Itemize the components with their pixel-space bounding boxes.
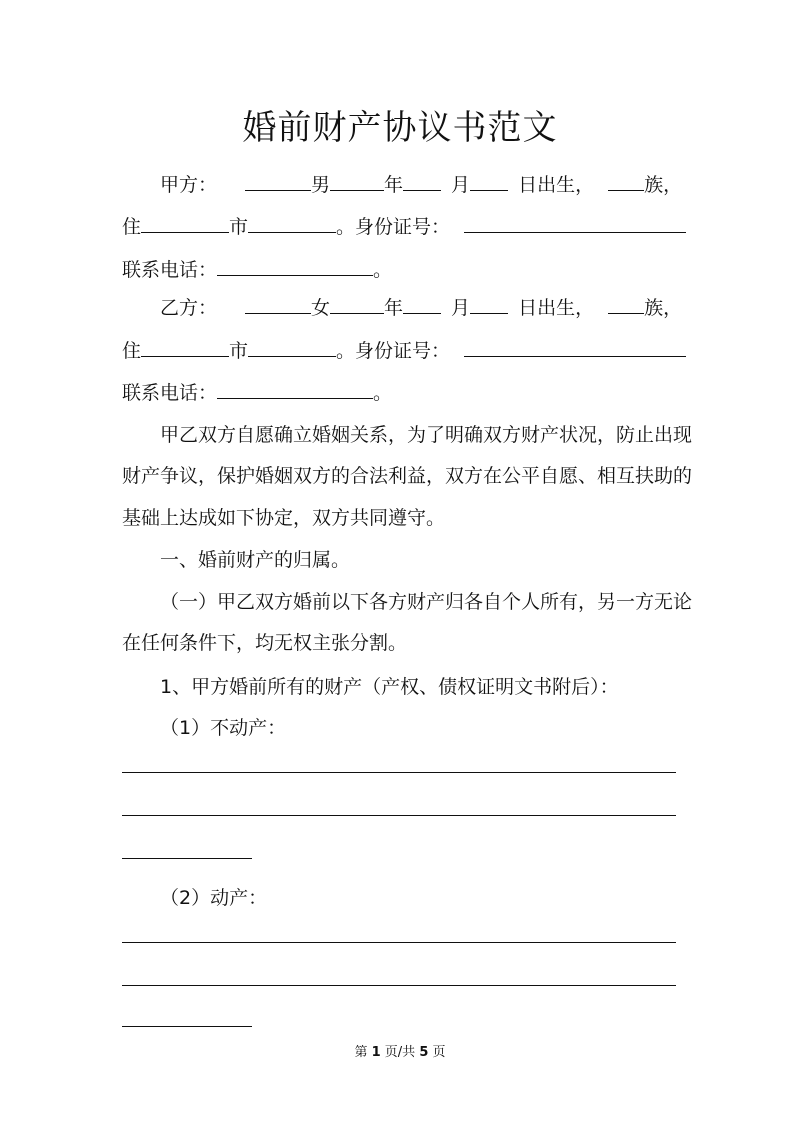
party-b-phone-blank bbox=[217, 378, 373, 399]
party-b-phone-label: 联系电话： bbox=[122, 382, 218, 404]
footer-total-pages: 5 bbox=[419, 1045, 429, 1060]
party-a-id-blank bbox=[464, 212, 686, 233]
party-a-gender: 男 bbox=[311, 174, 331, 196]
party-a-city-label: 市 bbox=[229, 216, 249, 238]
party-a-month-blank bbox=[403, 170, 441, 191]
party-a-day-blank bbox=[470, 170, 508, 191]
movable-fill-line bbox=[122, 985, 676, 986]
party-b-birth-label: 日出生， bbox=[518, 297, 595, 319]
party-b-birth-line bbox=[160, 293, 682, 321]
party-b-address-blank bbox=[141, 336, 229, 357]
party-b-year-blank bbox=[330, 293, 384, 314]
party-b-city-blank bbox=[248, 336, 336, 357]
party-b-address-line bbox=[122, 336, 686, 364]
party-a-month-label: 月 bbox=[451, 174, 471, 196]
real-estate-fill-line bbox=[122, 772, 676, 773]
party-a-name-blank bbox=[245, 170, 311, 191]
party-b-phone-end: 。 bbox=[373, 382, 393, 404]
party-a-label: 甲方： bbox=[160, 174, 218, 196]
preamble-line: 财产争议，保护婚姻双方的合法利益，双方在公平自愿、相互扶助的 bbox=[122, 465, 693, 487]
party-a-phone-label: 联系电话： bbox=[122, 259, 218, 281]
preamble-line: 基础上达成如下协定，双方共同遵守。 bbox=[122, 507, 446, 529]
party-b-month-label: 月 bbox=[451, 297, 471, 319]
party-a-phone-end: 。 bbox=[373, 259, 393, 281]
footer-prefix: 第 bbox=[354, 1045, 368, 1060]
real-estate-fill-line bbox=[122, 815, 676, 816]
clause-line: （一）甲乙双方婚前以下各方财产归各自个人所有，另一方无论 bbox=[160, 591, 693, 613]
party-a-birth-label: 日出生， bbox=[518, 174, 595, 196]
footer-suffix: 页 bbox=[432, 1045, 446, 1060]
party-a-year-blank bbox=[330, 170, 384, 191]
real-estate-label: （1）不动产： bbox=[160, 717, 287, 739]
party-b-address-prefix: 住 bbox=[122, 340, 142, 362]
party-b-id-label: 。身份证号： bbox=[336, 340, 451, 362]
party-b-ethnic-label: 族， bbox=[644, 297, 683, 319]
party-b-id-blank bbox=[464, 336, 686, 357]
party-a-address-line bbox=[122, 212, 686, 240]
movable-fill-line bbox=[122, 1026, 252, 1027]
preamble-line: 甲乙双方自愿确立婚姻关系，为了明确双方财产状况，防止出现 bbox=[160, 424, 693, 446]
real-estate-fill-line bbox=[122, 858, 252, 859]
party-a-phone-line bbox=[122, 255, 392, 283]
party-a-ethnic-label: 族， bbox=[644, 174, 683, 196]
footer-page-number: 1 bbox=[371, 1045, 381, 1060]
party-a-birth-line bbox=[160, 170, 682, 198]
item-heading: 1、甲方婚前所有的财产（产权、债权证明文书附后）： bbox=[160, 676, 619, 698]
party-a-address-blank bbox=[141, 212, 229, 233]
party-b-phone-line bbox=[122, 378, 392, 406]
clause-line: 在任何条件下，均无权主张分割。 bbox=[122, 632, 408, 654]
party-b-month-blank bbox=[403, 293, 441, 314]
document-title: 婚前财产协议书范文 bbox=[242, 108, 558, 148]
party-b-name-blank bbox=[245, 293, 311, 314]
party-b-label: 乙方： bbox=[160, 297, 218, 319]
party-b-year-label: 年 bbox=[384, 297, 404, 319]
party-a-year-label: 年 bbox=[384, 174, 404, 196]
party-a-address-prefix: 住 bbox=[122, 216, 142, 238]
page-footer bbox=[0, 1044, 800, 1062]
party-b-city-label: 市 bbox=[229, 340, 249, 362]
footer-mid: 页/共 bbox=[384, 1045, 416, 1060]
party-a-ethnic-blank bbox=[608, 170, 644, 191]
party-b-gender: 女 bbox=[311, 297, 331, 319]
party-a-phone-blank bbox=[217, 255, 373, 276]
party-b-day-blank bbox=[470, 293, 508, 314]
movable-label: （2）动产： bbox=[160, 887, 268, 909]
party-a-city-blank bbox=[248, 212, 336, 233]
movable-fill-line bbox=[122, 942, 676, 943]
party-b-ethnic-blank bbox=[608, 293, 644, 314]
section-heading: 一、婚前财产的归属。 bbox=[160, 549, 351, 571]
party-a-id-label: 。身份证号： bbox=[336, 216, 451, 238]
